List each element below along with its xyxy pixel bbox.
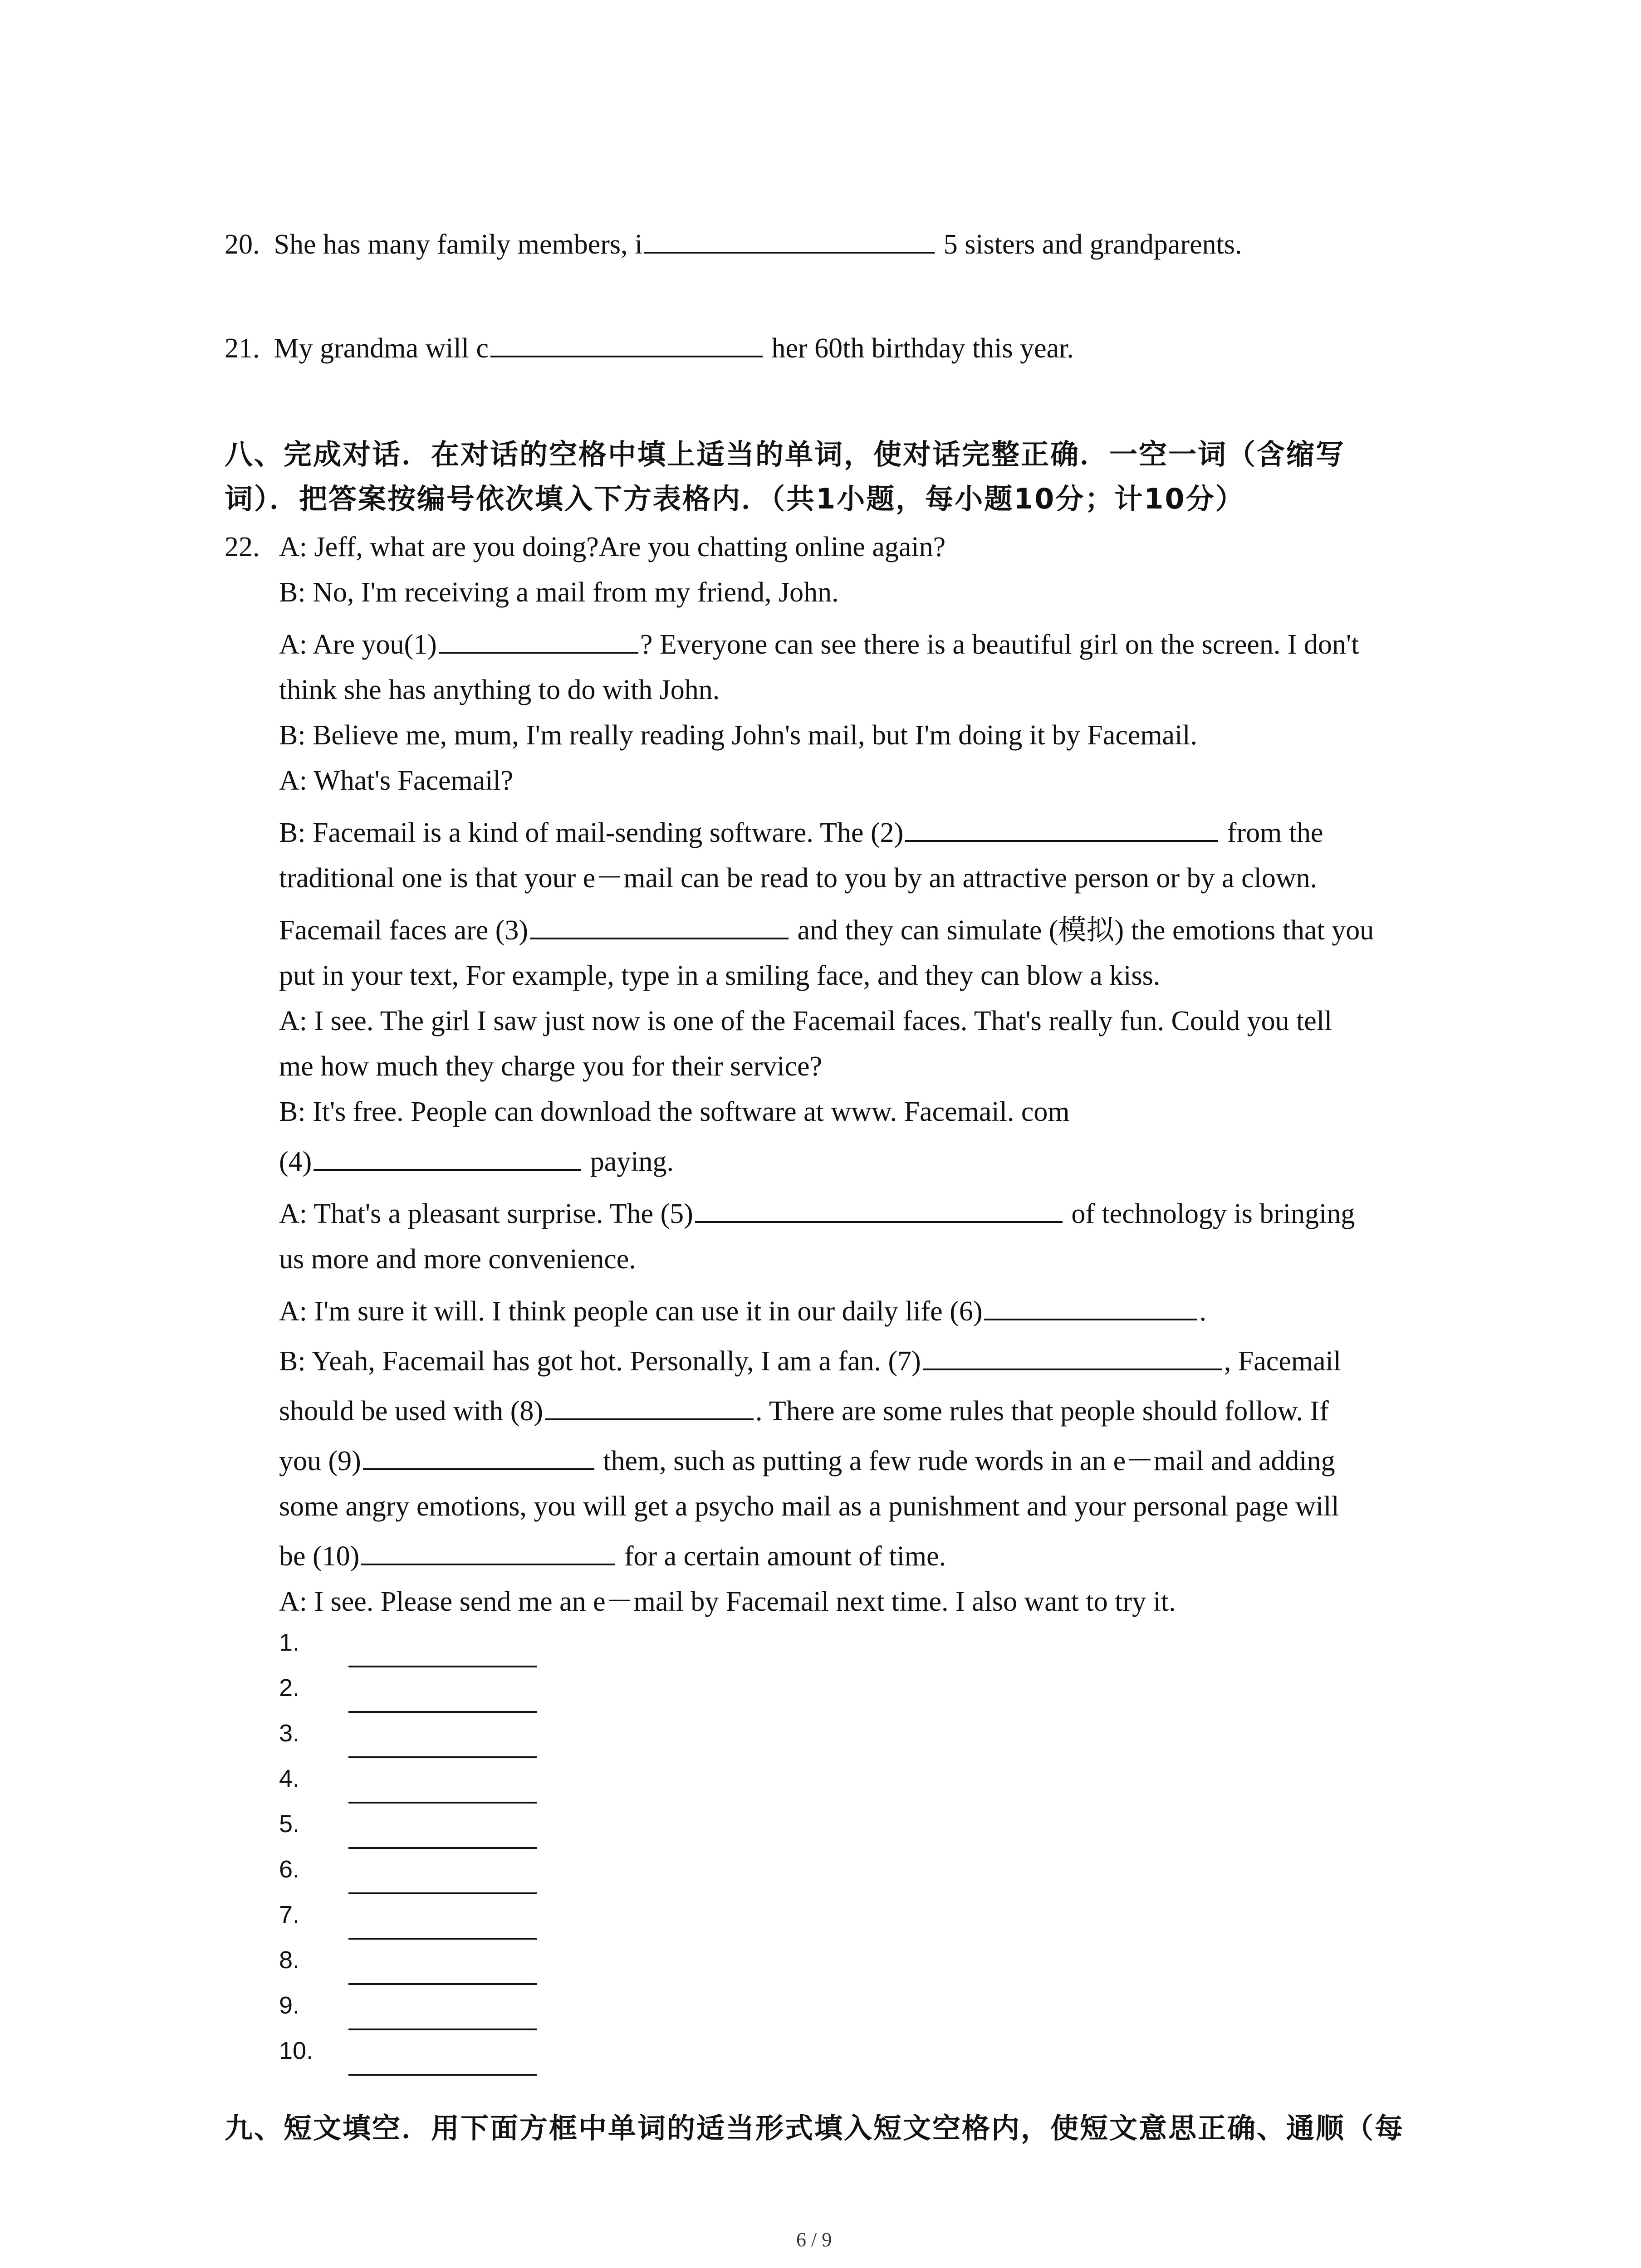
- dialogue-line: [279, 1397, 1329, 1425]
- question-20: [225, 230, 1242, 259]
- dialogue-text: them, such as putting a few rude words in an e－mail and adding: [603, 1446, 1335, 1476]
- dialogue-text: from the: [1227, 817, 1323, 848]
- answer-number: 1.: [279, 1629, 300, 1656]
- section-heading: 九、短文填空．用下面方框中单词的适当形式填入短文空格内，使短文意思正确、通顺（每: [225, 2112, 1405, 2145]
- dialogue-text: should be used with (8): [279, 1396, 544, 1427]
- question-text: 5 sisters and grandparents.: [943, 229, 1242, 260]
- answer-blank-8[interactable]: [545, 1418, 754, 1420]
- answer-number: 9.: [279, 1992, 300, 2019]
- dialogue-line: me how much they charge you for their service?: [279, 1051, 823, 1082]
- answer-line[interactable]: [348, 1802, 537, 1804]
- answer-number: 2.: [279, 1674, 300, 1701]
- dialogue-text: ? Everyone can see there is a beautiful girl on the screen. I don't: [640, 629, 1359, 660]
- answer-number: 3.: [279, 1720, 300, 1747]
- dialogue-text: . There are some rules that people should follow. If: [755, 1396, 1329, 1427]
- answer-number: 6.: [279, 1856, 300, 1883]
- dialogue-text: for a certain amount of time.: [624, 1541, 946, 1572]
- dialogue-line: some angry emotions, you will get a psycho mail as a punishment and your personal page will: [279, 1491, 1339, 1522]
- dialogue-line: B: Believe me, mum, I'm really reading John's mail, but I'm doing it by Facemail.: [279, 720, 1198, 751]
- dialogue-text: A: That's a pleasant surprise. The (5): [279, 1198, 693, 1229]
- answer-line[interactable]: [348, 1983, 537, 1985]
- dialogue-text: .: [1199, 1296, 1206, 1327]
- dialogue-line: [279, 1347, 1341, 1375]
- question-number: 22.: [225, 532, 260, 562]
- dialogue-line: think she has anything to do with John.: [279, 675, 720, 705]
- answer-blank-3[interactable]: [530, 937, 789, 939]
- dialogue-text: and they can simulate (模拟) the emotions that you: [797, 915, 1374, 946]
- answer-blank-5[interactable]: [695, 1221, 1063, 1223]
- dialogue-line: put in your text, For example, type in a smiling face, and they can blow a kiss.: [279, 960, 1161, 991]
- dialogue-text: A: Are you(1): [279, 629, 437, 660]
- dialogue-line: traditional one is that your e－mail can be read to you by an attractive person or by a clown.: [279, 863, 1318, 894]
- section-heading: 词）．把答案按编号依次填入下方表格内．（共1小题，每小题10分；计10分）: [225, 482, 1245, 515]
- answer-blank[interactable]: [490, 355, 763, 357]
- dialogue-line: A: I see. The girl I saw just now is one of the Facemail faces. That's really fun. Could you tell: [279, 1006, 1332, 1036]
- dialogue-text: B: Yeah, Facemail has got hot. Personally, I am a fan. (7): [279, 1346, 921, 1377]
- answer-number: 4.: [279, 1765, 300, 1792]
- dialogue-text: paying.: [590, 1146, 674, 1177]
- dialogue-line: [279, 1200, 1355, 1228]
- answer-number: 8.: [279, 1946, 300, 1974]
- dialogue-line: A: Jeff, what are you doing?Are you chatting online again?: [279, 532, 946, 562]
- answer-blank-2[interactable]: [905, 840, 1218, 842]
- answer-blank-6[interactable]: [984, 1318, 1197, 1320]
- dialogue-text: B: Facemail is a kind of mail-sending software. The (2): [279, 817, 904, 848]
- answer-blank-10[interactable]: [361, 1563, 615, 1565]
- answer-line[interactable]: [348, 2028, 537, 2030]
- dialogue-text: be (10): [279, 1541, 360, 1572]
- answer-number: 10.: [279, 2037, 314, 2064]
- section-heading: 八、完成对话．在对话的空格中填上适当的单词，使对话完整正确．一空一词（含缩写: [225, 438, 1346, 471]
- dialogue-line: A: I see. Please send me an e－mail by Facemail next time. I also want to try it.: [279, 1586, 1176, 1617]
- answer-line[interactable]: [348, 1938, 537, 1940]
- answer-number: 7.: [279, 1901, 300, 1928]
- dialogue-line: [279, 631, 1359, 659]
- dialogue-line: [279, 916, 1374, 944]
- dialogue-line: B: It's free. People can download the software at www. Facemail. com: [279, 1096, 1070, 1127]
- dialogue-text: Facemail faces are (3): [279, 915, 529, 946]
- answer-line[interactable]: [348, 1666, 537, 1667]
- dialogue-text: A: I'm sure it will. I think people can use it in our daily life (6): [279, 1296, 983, 1327]
- dialogue-line: B: No, I'm receiving a mail from my friend, John.: [279, 577, 839, 608]
- answer-number: 5.: [279, 1810, 300, 1838]
- answer-blank-9[interactable]: [363, 1468, 594, 1470]
- dialogue-line: [279, 1297, 1206, 1325]
- question-text: She has many family members, i: [274, 229, 643, 260]
- answer-line[interactable]: [348, 1756, 537, 1758]
- answer-blank-4[interactable]: [314, 1168, 581, 1171]
- question-text: My grandma will c: [274, 333, 489, 364]
- dialogue-text: you (9): [279, 1446, 361, 1476]
- answer-line[interactable]: [348, 1847, 537, 1849]
- dialogue-line: [279, 819, 1323, 847]
- dialogue-line: [279, 1148, 674, 1176]
- answer-blank-1[interactable]: [439, 651, 638, 654]
- question-number: 20.: [225, 229, 260, 260]
- dialogue-text: , Facemail: [1224, 1346, 1342, 1377]
- question-21: [225, 334, 1074, 362]
- answer-line[interactable]: [348, 2074, 537, 2076]
- dialogue-line: A: What's Facemail?: [279, 765, 514, 796]
- answer-blank-7[interactable]: [923, 1368, 1222, 1370]
- answer-blank[interactable]: [644, 251, 935, 254]
- answer-line[interactable]: [348, 1892, 537, 1894]
- dialogue-line: us more and more convenience.: [279, 1244, 636, 1275]
- dialogue-line: [279, 1542, 946, 1570]
- page-number: 6 / 9: [796, 2229, 832, 2251]
- answer-line[interactable]: [348, 1711, 537, 1713]
- question-number: 21.: [225, 333, 260, 364]
- dialogue-line: [279, 1447, 1335, 1475]
- dialogue-text: (4): [279, 1146, 312, 1177]
- dialogue-text: of technology is bringing: [1071, 1198, 1355, 1229]
- question-text: her 60th birthday this year.: [771, 333, 1074, 364]
